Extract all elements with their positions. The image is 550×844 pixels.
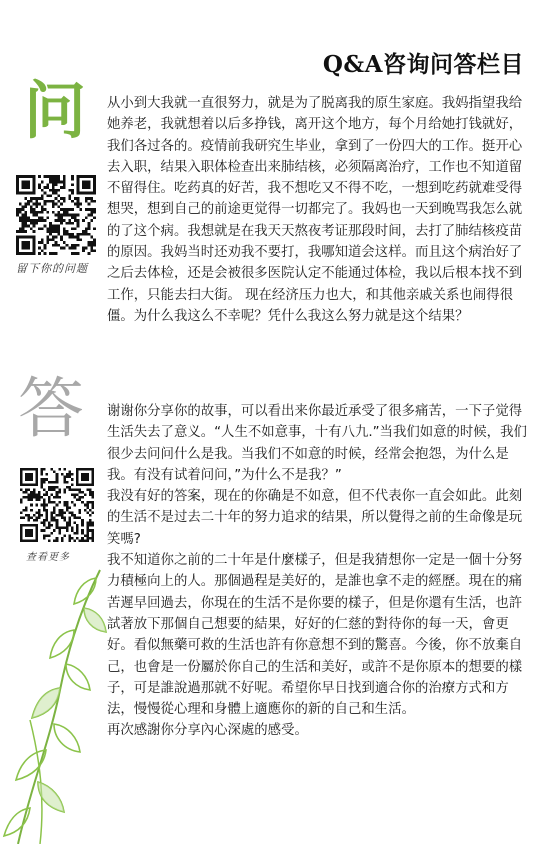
qr-code-icon[interactable]: [16, 175, 96, 255]
answer-paragraph-2: 我没有好的答案，现在的你确是不如意，但不代表你一直会如此。此刻的生活不是过去二十年的努力追求的结果，所以覺得之前的生命像是玩笑嗎?: [107, 489, 523, 547]
page-title: Q&A咨询问答栏目: [322, 51, 524, 78]
answer-paragraph-3: 我不知道你之前的二十年是什麼樣子，但是我猜想你一定是一個十分努力積極向上的人。那個過程是美好的，是誰也拿不走的經歷。現在的痛苦遲早回過去，你現在的生活不是你要的樣子，但是你還有生活，也許試著放下那個自己想要的結果，好好的仁慈的對待你的每一天，會更好。看似無藥可救的生活也許有你意想不到的驚喜。今後，你不放棄自己，也會是一份屬於你自己的生活和美好，或許不是你原本的想要的樣子，可是誰說過那就不好呢。希望你早日找到適合你的治療方式和方法，慢慢從心理和身體上適應你的新的自己和生活。: [107, 553, 523, 718]
qr-question-svg: [16, 175, 96, 255]
qr-caption-answer: 查看更多: [26, 552, 70, 563]
answer-paragraph-4: 再次感謝你分享內心深處的感受。: [107, 723, 308, 739]
answer-glyph: 答: [18, 370, 84, 447]
question-glyph: 问: [24, 74, 87, 147]
answer-text-block: [107, 401, 532, 742]
qr-caption-question: 留下你的问题: [16, 262, 88, 275]
qr-answer-svg: [20, 468, 94, 542]
qr-code-icon[interactable]: [20, 468, 94, 542]
answer-paragraph-1: 谢谢你分享你的故事，可以看出来你最近承受了很多痛苦，一下子觉得生活失去了意义。“人生不如意事，十有八九.”当我们如意的时候，我们很少去问问什么是我。当我们不如意的时候，经常会抱怨，为什么是我。有没有试着问问，”为什么不是我？”: [107, 404, 527, 483]
question-text-block: [107, 93, 532, 327]
question-paragraph: 从小到大我就一直很努力，就是为了脱离我的原生家庭。我妈指望我给她养老，我就想着以后多挣钱，离开这个地方，每个月给她打钱就好，我们各过各的。疫情前我研究生毕业，拿到了一份四大的工作。挺开心去入职，结果入职体检查出来肺结核，必须隔离治疗，工作也不知道留不留得住。吃药真的好苦，我不想吃又不得不吃，一想到吃药就难受得想哭，想到自己的前途更觉得一切都完了。我妈也一天到晚骂我怎么就的了这个病。我想就是在我天天熬夜考证那段时间，去打了肺结核疫苗的原因。我妈当时还劝我不要打，我哪知道会这样。而且这个病治好了之后去体检，还是会被很多医院认定不能通过体检，我以后根本找不到工作，只能去扫大街。 现在经济压力也大，和其他亲戚关系也闹得很僵。为什么我这么不幸呢？凭什么我这么努力就是这个结果？: [107, 96, 523, 324]
vine-decoration-icon: [0, 560, 110, 844]
